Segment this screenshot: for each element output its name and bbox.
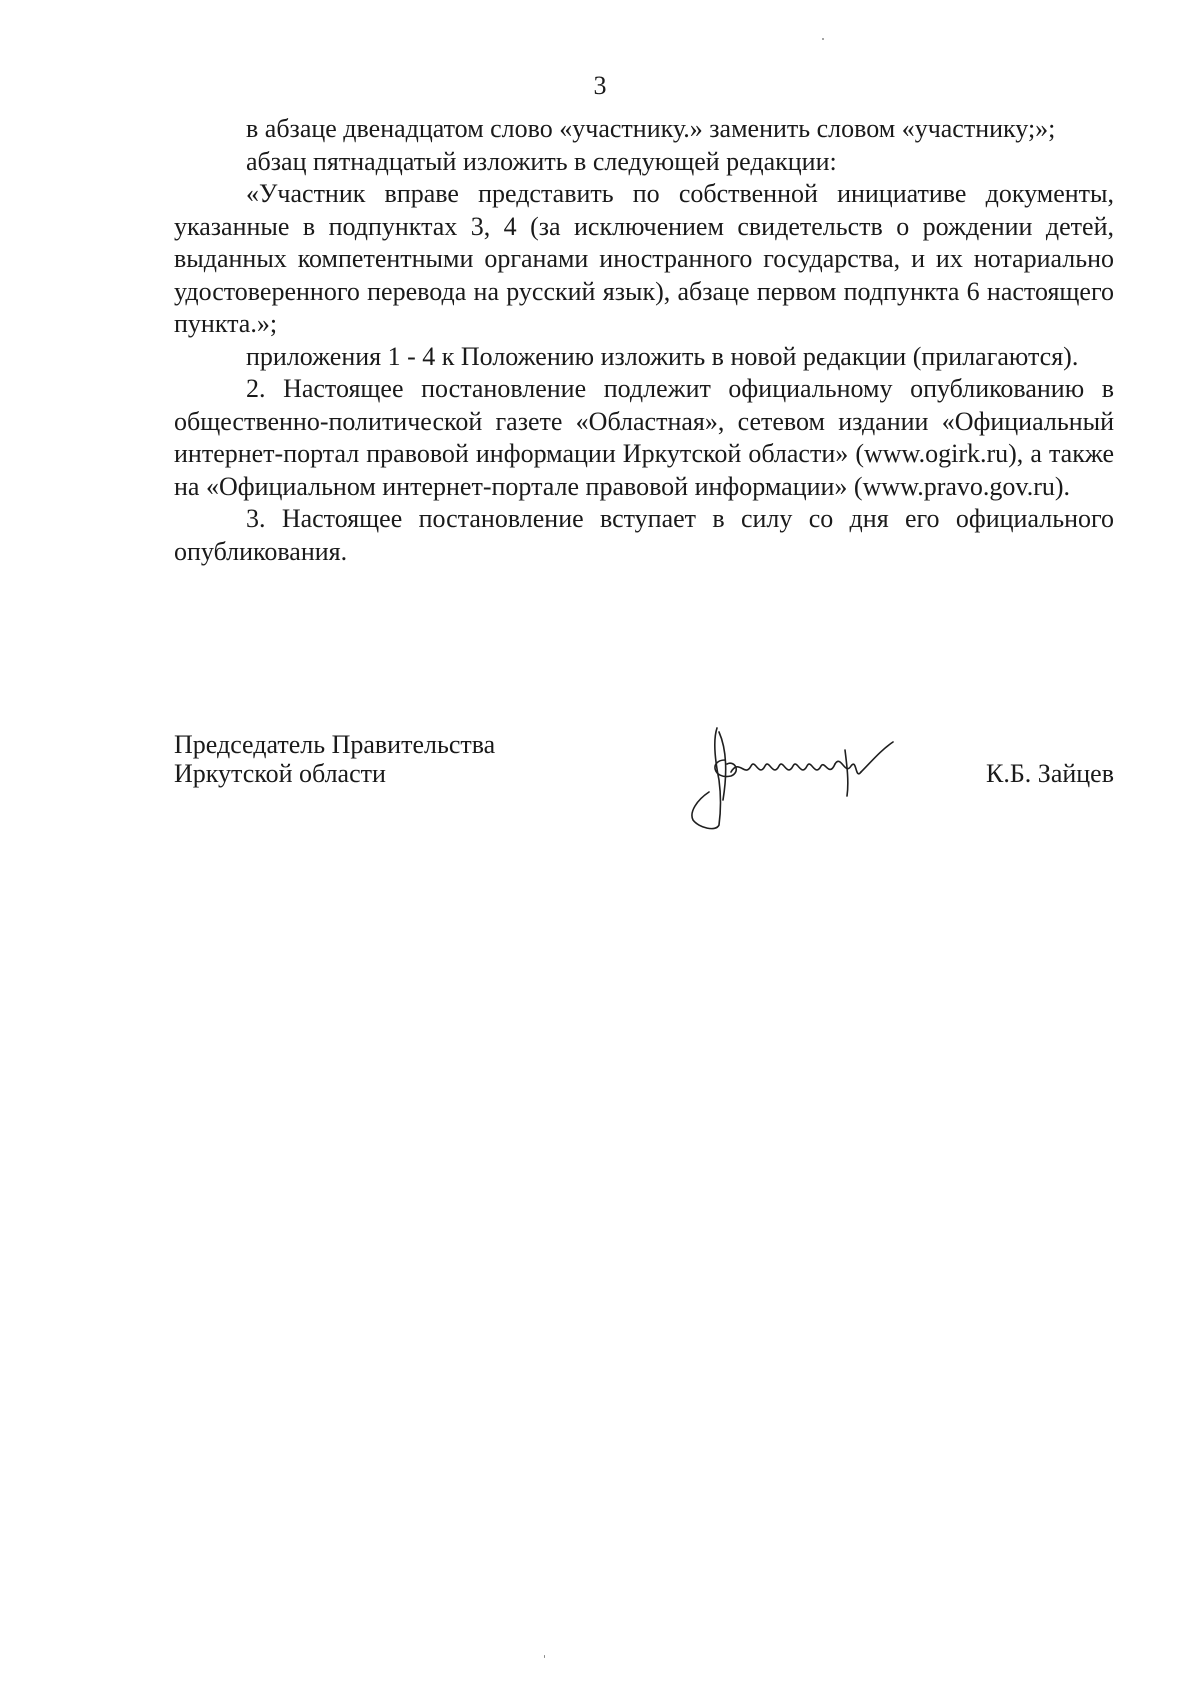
paragraph-effective-date: 3. Настоящее постановление вступает в силу со дня его официального опубликования.	[174, 504, 1114, 566]
paragraph-amend-twelfth: в абзаце двенадцатом слово «участнику.» заменить словом «участнику;»;	[246, 114, 1056, 143]
scan-speck	[822, 38, 824, 40]
scan-speck	[544, 1655, 545, 1658]
handwritten-signature-icon	[669, 720, 909, 840]
paragraph-quoted-text: «Участник вправе представить по собственной инициативе документы, указанные в подпунктах 3, 4 (за исключением свидетельств о рождении детей, выданных компетентными органами иностранного государства, и их нотариально удостоверенного перевода на русский язык), абзаце первом подпункта 6 настоящего пункта.»;	[174, 179, 1114, 338]
signer-title	[174, 730, 495, 788]
signer-title-line1: Председатель Правительства	[174, 730, 496, 759]
signer-title-line2: Иркутской области	[174, 759, 386, 788]
document-body	[174, 113, 1114, 568]
signature-block	[174, 730, 1114, 840]
page-number: 3	[593, 71, 607, 100]
paragraph-appendices: приложения 1 - 4 к Положению изложить в новой редакции (прилагаются).	[246, 341, 1079, 371]
paragraph-publication: 2. Настоящее постановление подлежит официальному опубликованию в общественно-политической газете «Областная», сетевом издании «Официальный интернет-портал правовой информации Иркутской области» (www.ogirk.ru), а также на «Официальном интернет-портале правовой информации» (www.pravo.gov.ru).	[174, 374, 1114, 501]
signer-name: К.Б. Зайцев	[986, 759, 1114, 788]
paragraph-fifteenth-intro: абзац пятнадцатый изложить в следующей редакции:	[246, 146, 837, 176]
